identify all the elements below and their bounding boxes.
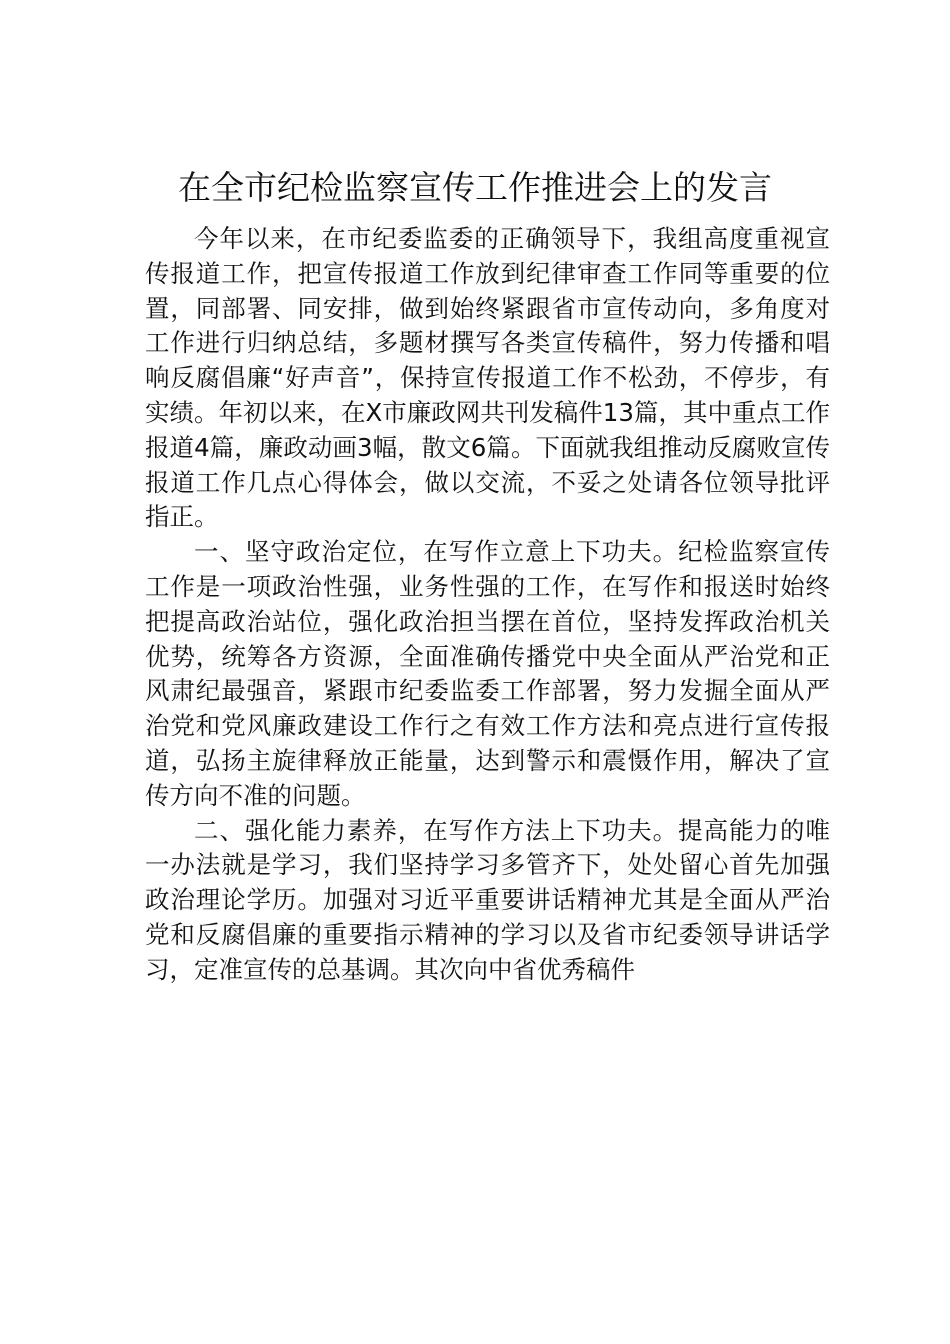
document-body [145,222,830,988]
paragraph-intro-text: 今年以来，在市纪委监委的正确领导下，我组高度重视宣传报道工作，把宣传报道工作放到纪律审查工作同等重要的位置，同部署、同安排，做到始终紧跟省市宣传动向，多角度对工作进行归纳总结，多题材撰写各类宣传稿件，努力传播和唱响反腐倡廉“好声音”，保持宣传报道工作不松劲，不停步，有实绩。年初以来，在X市廉政网共刊发稿件13篇，其中重点工作报道4篇，廉政动画3幅，散文6篇。下面就我组推动反腐败宣传报道工作几点心得体会，做以交流，不妥之处请各位领导批评指正。 [145,224,830,532]
paragraph-intro [145,222,830,535]
paragraph-ability-quality [145,814,830,988]
paragraph-political-positioning-heading: 一、坚守政治定位，在写作立意上下功夫。 [194,537,679,567]
document-title: 在全市纪检监察宣传工作推进会上的发言 [178,168,772,207]
paragraph-political-positioning [145,535,830,813]
paragraph-political-positioning-text: 纪检监察宣传工作是一项政治性强，业务性强的工作，在写作和报送时始终把提高政治站位，强化政治担当摆在首位，坚持发挥政治机关优势，统筹各方资源，全面准确传播党中央全面从严治党和正风肃纪最强音，紧跟市纪委监委工作部署，努力发掘全面从严治党和党风廉政建设工作行之有效工作方法和亮点进行宣传报道，弘扬主旋律释放正能量，达到警示和震慑作用，解决了宣传方向不准的问题。 [145,537,831,810]
paragraph-ability-quality-text: 提高能力的唯一办法就是学习，我们坚持学习多管齐下，处处留心首先加强政治理论学历。加强对习近平重要讲话精神尤其是全面从严治党和反腐倡廉的重要指示精神的学习以及省市纪委领导讲话学习，定准宣传的总基调。其次向中省优秀稿件 [145,815,831,984]
paragraph-ability-quality-heading: 二、强化能力素养，在写作方法上下功夫。 [194,815,679,845]
